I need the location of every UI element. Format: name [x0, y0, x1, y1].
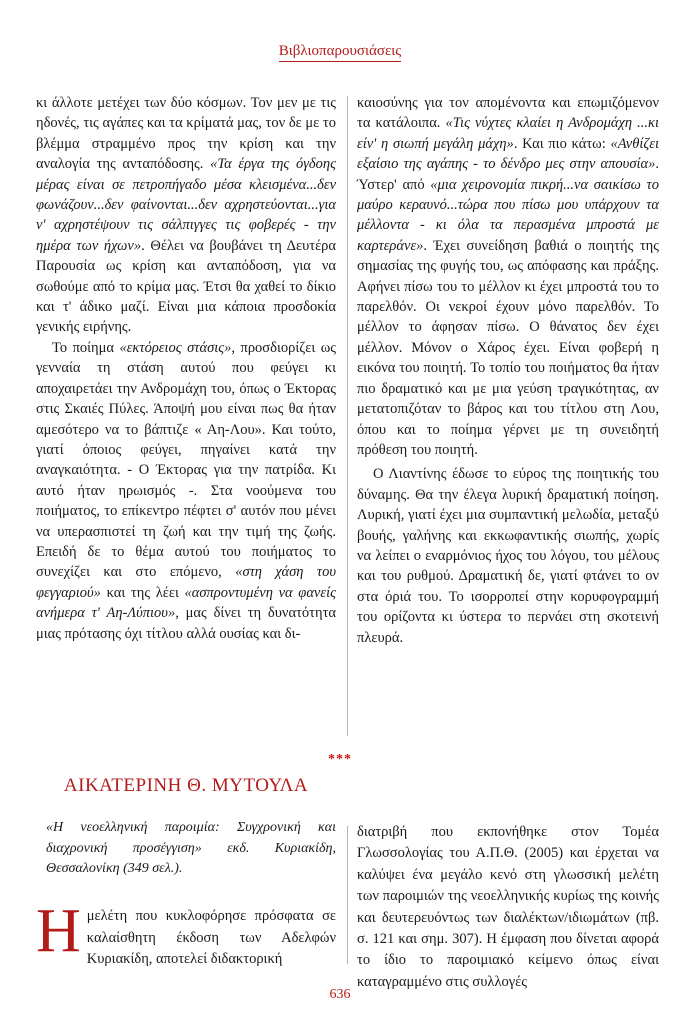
paragraph: Ο Λιαντίνης έδωσε το εύρος της ποιητικής του δύναμης. Θα την έλεγα λυρική δραματική ποίηση. Λυρική, γιατί έχει μια συμπαντική μελωδία, μεταξύ βουής, γαλήνης και εκκωφαντικής σιωπής, χωρίς να λείπει ο εναρμόνιος ήχος του λόγου, του μέλους και του ρυθμού. Δραματική δε, γιατί φτάνει το ον στα όριά του. Το ισορροπεί στην κορυφογραμμή του ορίζοντα κι ύστερα το περνάει στη σκοτεινή πλευρά. [357, 466, 659, 646]
column-divider [347, 826, 348, 964]
review-author: ΑΙΚΑΤΕΡΙΝΗ Θ. ΜΥΤΟΥΛΑ [63, 775, 309, 796]
paragraph: κι άλλοτε μετέχει των δύο κόσμων. Τον μεν με τις ηδονές, τις αγάπες και τα κρίματά μας, τον δε με το βλέμμα στραμμένο προς την κρίση και την αναλογία της ανταπόδοσης. «Τα έργα της όγδοης μέρας είναι σε πετροπήγαδο μέσα κλεισμένα...δεν φωνάζουν...δεν φαίνονται...δεν αχρηστεύονται...για ν' αχρηστέψουν τις σάλπιγγες τις φοβερές - την ημέρα των ήχων». Θέλει να βουβάνει τη Δευτέρα Παρουσία ως κρίση και ανταπόδοση, για να σωθούμε από το κρίμα μας. Έτσι θα χαθεί το δίκιο και τ' άδικο μαζί. Είναι μια κάποια προσδοκία γενικής ειρήνης. [36, 95, 337, 336]
article-column-left [36, 93, 336, 644]
review-column-right [357, 822, 659, 993]
column-divider [347, 96, 348, 736]
section-title: Βιβλιοπαρουσιάσεις [279, 43, 401, 62]
section-separator: *** [328, 752, 352, 767]
page-number: 636 [329, 987, 351, 1002]
review-column-left [36, 897, 336, 971]
drop-cap: Η [36, 897, 81, 965]
review-text: μελέτη που κυκλοφόρησε πρόσφατα σε καλαίσθητη έκδοση των Αδελφών Κυριακίδη, αποτελεί διδακτορική [86, 908, 336, 967]
article-column-right [357, 93, 659, 648]
review-text: διατριβή που εκπονήθηκε στον Τομέα Γλωσσολογίας του Α.Π.Θ. (2005) και έρχεται να καλύψει ένα μεγάλο κενό στη γλωσσική μελέτη των παροιμιών της νεοελληνικής κυρίως της κοινής και δευτερευόντως των διαλέκτων/ιδιωμάτων (πβ. σ. 121 και σημ. 307). Η έμφαση που δίνεται αφορά το ίδιο το παροιμιακό κείμενο όπως είναι καταγραμμένο στις συλλογές [357, 824, 659, 990]
paragraph: καιοσύνης για τον απομένοντα και επωμιζόμενον τα κατάλοιπα. «Τις νύχτες κλαίει η Ανδρομάχη ...κι είν' η σιωπή μεγάλη μάχη». Και πιο κάτω: «Ανθίζει εξαίσιο της αγάπης - το δένδρο μες στην απουσία». Ύστερ' από «μια χειρονομία πικρή...να σαικίσω το μαύρο κεραυνό...τώρα που πίσω μου υπάρχουν τα μέλλοντα - κι όλα τα περασμένα μπροστά με καρτεράνε». Έχει συνείδηση βαθιά ο ποιητής της σημασίας της φυγής του, ως απόφασης και πράξης. Αφήνει πίσω του το μέλλον κι έχει μπροστά του το παρελθόν. Οι νεκροί έχουν μόνο παρελθόν. Το μέλλον το άφησαν πίσω. Ο θάνατος δεν έχει μέλλον. Μόνον ο Χάρος έχει. Είναι φοβερή η εικόνα του ποιητή. Το τοπίο του ποιήματος θα ήταν πιο δραματικό και με μια γεύση τραγικότητας, αν μετατοπιζόταν το βάρος και του τίτλου στη Λου, όπου και το ποίημα γέρνει με τη συνειδητή πρόθεση του ποιητή. [357, 95, 659, 458]
section-header [0, 42, 680, 62]
paragraph: Το ποίημα «εκτόρειος στάσις», προσδιορίζει ως γενναία τη στάση αυτού που φεύγει κι αποχαιρετάει την Ανδρομάχη του, όπως ο Έκτορας στις Σκαιές Πύλες. Άποψή μου είναι πως θα ήταν αμεσότερο να το βάπτιζε « Αη-Λου». Και τούτο, γιατί όποιος φεύγει, πηγαίνει κατά την αναγκαιότητα. - Ο Έκτορας για την πατρίδα. Κι αυτό ήταν ηρωισμός -. Στα νοούμενα του ποιήματος, το επίκεντρο πέφτει σ' αυτόν που μένει να υπερασπιστεί τη ζωή και την τιμή της ζωής. Επειδή δε το θέμα αυτού του ποιήματος το συνεχίζει και στο επόμενο, «στη χάση του φεγγαριού» και της λέει «ασπροντυμένη να φανείς ανήμερα τ' Αη-Λύπιου», μας δίνει τη δυνατότητα μιας πρότασης όχι τίτλου αλλά ουσίας και δι- [36, 339, 336, 642]
book-citation: «Η νεοελληνική παροιμία: Συγχρονική και διαχρονική προσέγγιση» εκδ. Κυριακίδη, Θεσσαλονίκη (349 σελ.). [46, 820, 336, 876]
